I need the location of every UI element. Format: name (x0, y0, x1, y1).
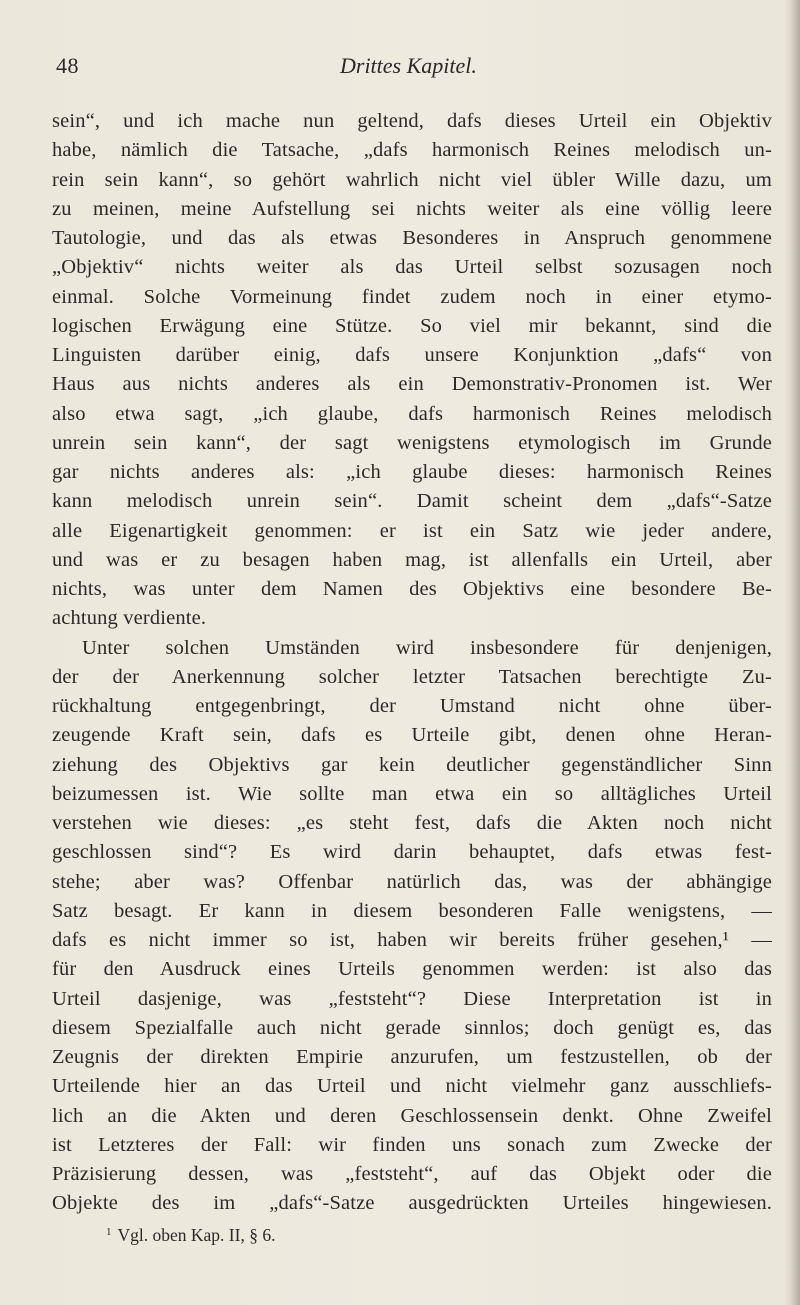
text-line: habe, nämlich die Tatsache, „dafs harmonisch Reines melodisch un- (52, 139, 772, 162)
text-line: ist Letzteres der Fall: wir finden uns sonach zum Zwecke der (52, 1133, 772, 1156)
text-line: diesem Spezialfalle auch nicht gerade sinnlos; doch genügt es, das (52, 1016, 772, 1039)
text-line: zu meinen, meine Aufstellung sei nichts weiter als eine völlig leere (52, 197, 772, 220)
paragraph-start-line: Unter solchen Umständen wird insbesondere für denjenigen, (82, 636, 772, 659)
text-line: Haus aus nichts anderes als ein Demonstrativ-Pronomen ist. Wer (52, 373, 772, 396)
page-number: 48 (56, 53, 79, 78)
text-line: lich an die Akten und deren Geschlossensein denkt. Ohne Zweifel (52, 1104, 772, 1127)
paragraph-end-line: achtung verdiente. (52, 607, 207, 630)
text-line: Satz besagt. Er kann in diesem besonderen Falle wenigstens, — (52, 899, 772, 922)
text-line: Präzisierung dessen, was „feststeht“, auf das Objekt oder die (52, 1163, 772, 1185)
text-line: und was er zu besagen haben mag, ist allenfalls ein Urteil, aber (52, 548, 772, 571)
text-line: dafs es nicht immer so ist, haben wir bereits früher gesehen,¹ — (52, 929, 772, 951)
text-line: „Objektiv“ nichts weiter als das Urteil selbst sozusagen noch (52, 256, 772, 279)
body-text (52, 107, 772, 1219)
text-line: zeugende Kraft sein, dafs es Urteile gibt, denen ohne Heran- (52, 724, 772, 747)
running-head: Drittes Kapitel. (340, 53, 477, 78)
text-line: Urteil dasjenige, was „feststeht“? Diese Interpretation ist in (52, 987, 772, 1010)
text-line: ziehung des Objektivs gar kein deutlicher gegenständlicher Sinn (52, 753, 772, 776)
text-line: unrein sein kann“, der sagt wenigstens etymologisch im Grunde (52, 431, 772, 454)
text-line: kann melodisch unrein sein“. Damit scheint dem „dafs“-Satze (52, 490, 772, 513)
page-edge-shadow (784, 0, 800, 1305)
text-line: stehe; aber was? Offenbar natürlich das, was der abhängige (52, 870, 772, 893)
text-line: Zeugnis der direkten Empirie anzurufen, um festzustellen, ob der (52, 1046, 772, 1068)
footnote-marker: 1 (106, 1226, 112, 1238)
text-line: beizumessen ist. Wie sollte man etwa ein so alltägliches Urteil (52, 782, 772, 805)
text-line: alle Eigenartigkeit genommen: er ist ein Satz wie jeder andere, (52, 519, 772, 542)
text-line: einmal. Solche Vormeinung findet zudem noch in einer etymo- (52, 285, 772, 308)
footnote-text: Vgl. oben Kap. II, § 6. (117, 1225, 276, 1245)
text-line: Tautologie, und das als etwas Besonderes in Anspruch genommene (52, 227, 772, 249)
text-line: Linguisten darüber einig, dafs unsere Konjunktion „dafs“ von (52, 344, 772, 366)
footnote (106, 1220, 275, 1247)
text-line: nichts, was unter dem Namen des Objektivs eine besondere Be- (52, 578, 772, 600)
text-line: also etwa sagt, „ich glaube, dafs harmonisch Reines melodisch (52, 402, 772, 425)
text-line: Urteilende hier an das Urteil und nicht vielmehr ganz ausschliefs- (52, 1075, 772, 1098)
text-line: geschlossen sind“? Es wird darin behauptet, dafs etwas fest- (52, 841, 772, 864)
text-line: für den Ausdruck eines Urteils genommen werden: ist also das (52, 958, 772, 981)
text-line: rein sein kann“, so gehört wahrlich nicht viel übler Wille dazu, um (52, 168, 772, 191)
page-header (0, 52, 800, 92)
text-line: Objekte des im „dafs“-Satze ausgedrückten Urteiles hingewiesen. (52, 1192, 772, 1215)
text-line: sein“, und ich mache nun geltend, dafs dieses Urteil ein Objektiv (52, 110, 772, 132)
text-line: verstehen wie dieses: „es steht fest, dafs die Akten noch nicht (52, 812, 772, 834)
text-line: der der Anerkennung solcher letzter Tatsachen berechtigte Zu- (52, 665, 772, 688)
text-line: rückhaltung entgegenbringt, der Umstand nicht ohne über- (52, 695, 772, 717)
text-line: gar nichts anderes als: „ich glaube dieses: harmonisch Reines (52, 461, 772, 483)
text-line: logischen Erwägung eine Stütze. So viel mir bekannt, sind die (52, 314, 772, 337)
